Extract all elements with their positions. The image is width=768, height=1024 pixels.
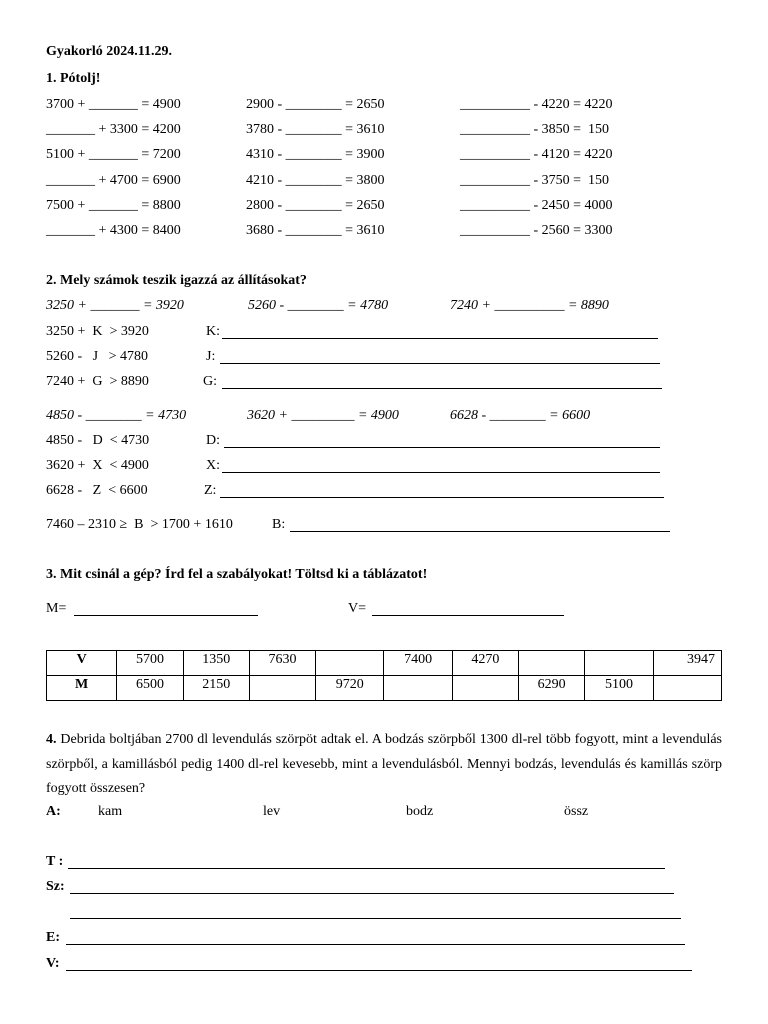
- answer-line-k: [222, 338, 658, 339]
- table-cell: [452, 676, 518, 701]
- task1-col1-item: 5100 + _______ = 7200: [46, 147, 181, 162]
- table-row-v: [47, 651, 722, 676]
- writing-line-e: [66, 944, 685, 945]
- task1-col2-item: 4210 - ________ = 3800: [246, 173, 385, 188]
- answer-label-z: Z:: [204, 483, 217, 498]
- table-cell: 4270: [452, 651, 518, 676]
- table-cell: [249, 676, 315, 701]
- task2-equation: 3620 + _________ = 4900: [247, 408, 399, 423]
- answer-label-j: J:: [206, 349, 216, 364]
- inequality-b: 7460 – 2310 ≥ B > 1700 + 1610: [46, 517, 233, 532]
- task1-heading: 1. Pótolj!: [46, 71, 101, 86]
- table-cell: [653, 676, 721, 701]
- answer-label-x: X:: [206, 458, 220, 473]
- task1-col3-item: __________ - 2560 = 3300: [460, 223, 613, 238]
- page-title: Gyakorló 2024.11.29.: [46, 44, 173, 59]
- task4-number: 4.: [46, 732, 57, 747]
- task1-col2-item: 3680 - ________ = 3610: [246, 223, 385, 238]
- rule-v-line: [372, 615, 564, 616]
- inequality-j: 5260 - J > 4780: [46, 349, 149, 364]
- answer-line-d: [224, 447, 660, 448]
- task2-equation: 4850 - ________ = 4730: [46, 408, 187, 423]
- task1-col1-item: _______ + 4700 = 6900: [46, 173, 181, 188]
- table-header-v: V: [47, 651, 117, 676]
- answer-line-b: [290, 531, 670, 532]
- task1-col2-item: 2800 - ________ = 2650: [246, 198, 385, 213]
- answer-word-bodz: bodz: [406, 804, 434, 819]
- answer-word-kam: kam: [98, 804, 123, 819]
- answer-word-lev: lev: [263, 804, 281, 819]
- task1-col2-item: 3780 - ________ = 3610: [246, 122, 385, 137]
- table-cell: 6290: [519, 676, 585, 701]
- rule-m-label: M=: [46, 601, 67, 616]
- answer-line-j: [220, 363, 660, 364]
- task3-heading: 3. Mit csinál a gép? Írd fel a szabályokat! Töltsd ki a táblázatot!: [46, 567, 428, 582]
- table-cell: 2150: [183, 676, 249, 701]
- inequality-z: 6628 - Z < 6600: [46, 483, 148, 498]
- answer-label-k: K:: [206, 324, 220, 339]
- task1-col1-item: _______ + 4300 = 8400: [46, 223, 181, 238]
- table-header-m: M: [47, 676, 117, 701]
- answer-line-z: [220, 497, 664, 498]
- task2-equation: 3250 + _______ = 3920: [46, 298, 184, 313]
- writing-line-t: [68, 868, 665, 869]
- table-cell: 6500: [117, 676, 183, 701]
- answer-line-g: [222, 388, 662, 389]
- table-cell: 1350: [183, 651, 249, 676]
- task1-col2-item: 2900 - ________ = 2650: [246, 97, 385, 112]
- inequality-k: 3250 + K > 3920: [46, 324, 149, 339]
- table-cell: 3947: [653, 651, 721, 676]
- task4-text: Debrida boltjában 2700 dl levendulás szörpöt adtak el. A bodzás szörpből 1300 dl-rel több fogyott, mint a levendulás szörpből, a kamillásból pedig 1400 dl-rel kevesebb, mint a levendulásból. Mennyi bodzás, levendulás és kamillás szörp fogyott összesen?: [46, 732, 722, 796]
- label-e: E:: [46, 930, 60, 945]
- table-cell: [316, 651, 384, 676]
- rule-v-label: V=: [348, 601, 367, 616]
- table-cell: 7400: [384, 651, 452, 676]
- answer-word-ossz: össz: [564, 804, 589, 819]
- task1-col3-item: __________ - 3750 = 150: [460, 173, 610, 188]
- table-cell: 5700: [117, 651, 183, 676]
- answer-label-g: G:: [203, 374, 217, 389]
- label-t: T :: [46, 854, 64, 869]
- label-sz: Sz:: [46, 879, 65, 894]
- table-cell: [384, 676, 452, 701]
- writing-line-v: [66, 970, 692, 971]
- answer-line-x: [222, 472, 660, 473]
- task1-col3-item: __________ - 3850 = 150: [460, 122, 610, 137]
- task2-heading: 2. Mely számok teszik igazzá az állításokat?: [46, 273, 307, 288]
- task1-col1-item: 7500 + _______ = 8800: [46, 198, 181, 213]
- function-machine-table: [46, 650, 722, 701]
- answer-label-d: D:: [206, 433, 220, 448]
- task1-col2-item: 4310 - ________ = 3900: [246, 147, 385, 162]
- writing-line-sz-2: [70, 918, 681, 919]
- inequality-g: 7240 + G > 8890: [46, 374, 149, 389]
- task1-col3-item: __________ - 4220 = 4220: [460, 97, 613, 112]
- task1-col1-item: 3700 + _______ = 4900: [46, 97, 181, 112]
- table-row-m: [47, 676, 722, 701]
- rule-m-line: [74, 615, 258, 616]
- task2-equation: 6628 - ________ = 6600: [450, 408, 591, 423]
- task1-col3-item: __________ - 2450 = 4000: [460, 198, 613, 213]
- table-cell: 5100: [585, 676, 653, 701]
- label-v: V:: [46, 956, 60, 971]
- table-cell: 9720: [316, 676, 384, 701]
- answer-label: A:: [46, 804, 61, 819]
- writing-line-sz: [70, 893, 674, 894]
- task2-equation: 7240 + __________ = 8890: [450, 298, 609, 313]
- task1-col1-item: _______ + 3300 = 4200: [46, 122, 181, 137]
- table-cell: [519, 651, 585, 676]
- answer-label-b: B:: [272, 517, 286, 532]
- task2-equation: 5260 - ________ = 4780: [248, 298, 389, 313]
- inequality-d: 4850 - D < 4730: [46, 433, 150, 448]
- task1-col3-item: __________ - 4120 = 4220: [460, 147, 613, 162]
- inequality-x: 3620 + X < 4900: [46, 458, 149, 473]
- table-cell: 7630: [249, 651, 315, 676]
- table-cell: [585, 651, 653, 676]
- task4-problem: [46, 728, 722, 802]
